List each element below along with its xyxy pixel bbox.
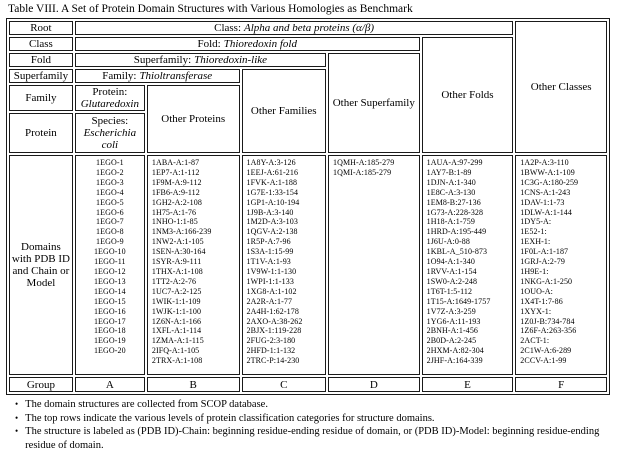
- group-b-label: B: [147, 377, 240, 392]
- superfamily-prefix: Superfamily:: [133, 54, 192, 66]
- domain-entry: 2FUG-2:3-180: [246, 336, 296, 346]
- domain-entry: 1EGO-8: [95, 227, 124, 237]
- row-domains: [9, 155, 607, 375]
- domain-entry: 1S3A-1:15-99: [246, 247, 294, 257]
- domain-entry: 2JHF-A:164-339: [426, 356, 483, 366]
- bullet-icon: •: [15, 426, 19, 436]
- domain-entry: 1BWW-A:1-109: [520, 167, 575, 177]
- domain-entry: 1EXH-1:: [520, 237, 551, 247]
- group-a-label: A: [75, 377, 145, 392]
- cell-family: [75, 69, 240, 83]
- domain-entry: 1EGO-19: [93, 336, 126, 346]
- domain-entry: 1SYR-A:9-111: [151, 257, 202, 267]
- domain-entry: 1EGO-20: [93, 346, 126, 356]
- superfamily-value: Thioredoxin-like: [194, 54, 268, 66]
- domain-entry: 2B0D-A:2-245: [426, 336, 477, 346]
- bullet-icon: •: [15, 412, 19, 423]
- cell-other-folds: Other Folds: [422, 37, 514, 153]
- cell-other-superfamily: Other Superfamily: [328, 53, 420, 153]
- domain-entry: 2A4H-1:62-178: [246, 306, 299, 316]
- domain-entry: 1XG8-A:1-102: [246, 286, 297, 296]
- domain-list-group-e: [422, 155, 514, 375]
- domain-entry: 1FB6-A:9-112: [151, 187, 200, 197]
- row-root: [9, 21, 607, 35]
- domain-entry: 1O94-A:1-340: [426, 257, 475, 267]
- domain-entry: 1DAV-1:1-73: [520, 197, 565, 207]
- cell-class: [75, 21, 513, 35]
- domain-entry: 1EGO-5: [95, 197, 124, 207]
- cell-other-classes: Other Classes: [515, 21, 607, 153]
- domain-entry: 2HXM-A:82-304: [426, 346, 484, 356]
- domain-entry: 1EGO-15: [93, 296, 126, 306]
- domain-entry: 1EM8-B:27-136: [426, 197, 481, 207]
- domain-list-group-f: [515, 155, 607, 375]
- domain-entry: 1XYX-1:: [520, 306, 552, 316]
- row-label-protein: Protein: [9, 113, 73, 153]
- domain-entry: 1M2D-A:3-103: [246, 217, 298, 227]
- domain-entry: 1T1V-A:1-93: [246, 257, 291, 267]
- domain-entry: 1YG6-A:11-193: [426, 316, 481, 326]
- cell-species: [75, 113, 145, 153]
- row-label-class: Class: [9, 37, 73, 51]
- domain-entry: 1G73-A:228-328: [426, 207, 484, 217]
- domain-entry: 1Z6F-A:263-356: [520, 326, 577, 336]
- domain-entry: 1EGO-6: [95, 207, 124, 217]
- domain-entry: 1EP7-A:1-112: [151, 167, 200, 177]
- domain-entry: 1EGO-9: [95, 237, 124, 247]
- domain-entry: 1EGO-4: [95, 187, 124, 197]
- domain-entry: 1J6U-A:0-88: [426, 237, 470, 247]
- domain-entry: 1EGO-10: [93, 247, 126, 257]
- species-value: Escherichia coli: [83, 127, 137, 151]
- domain-entry: 1NKG-A:1-250: [520, 276, 573, 286]
- footnote-scop: [6, 398, 614, 412]
- domain-entry: 1V7Z-A:3-259: [426, 306, 476, 316]
- family-prefix: Family:: [102, 70, 137, 82]
- domain-entry: 2HFD-1:1-132: [246, 346, 296, 356]
- benchmark-table: [6, 18, 610, 395]
- bullet-icon: •: [15, 399, 19, 409]
- domain-entry: 1F9M-A:9-112: [151, 177, 202, 187]
- domain-entry: 1EGO-18: [93, 326, 126, 336]
- domain-entry: 2ACT-1:: [520, 336, 550, 346]
- domain-entry: 1EGO-3: [95, 177, 124, 187]
- domain-entry: 2TRC-P:14-230: [246, 356, 300, 366]
- group-d-label: D: [328, 377, 420, 392]
- domain-entry: 1HRD-A:195-449: [426, 227, 487, 237]
- footnotes: [6, 398, 614, 452]
- footnote-text: The domain structures are collected from SCOP database.: [25, 399, 268, 410]
- cell-protein: [75, 85, 145, 111]
- domain-entry: 1DJN-A:1-340: [426, 177, 476, 187]
- class-value: Alpha and beta proteins (α/β): [244, 22, 375, 34]
- cell-superfamily: [75, 53, 326, 67]
- fold-value: Thioredoxin fold: [223, 38, 297, 50]
- fold-prefix: Fold:: [197, 38, 221, 50]
- domain-entry: 1EGO-13: [93, 276, 126, 286]
- domain-entry: 1EGO-2: [95, 167, 124, 177]
- domain-entry: 2AXO-A:38-262: [246, 316, 303, 326]
- row-label-family: Family: [9, 85, 73, 111]
- species-prefix: Species:: [91, 115, 129, 127]
- domain-entry: 1V9W-1:1-130: [246, 266, 297, 276]
- domain-entry: 1GRJ-A:2-79: [520, 257, 565, 267]
- domain-entry: 1SEN-A:30-164: [151, 247, 206, 257]
- domain-entry: 1TT2-A:2-76: [151, 276, 197, 286]
- domain-entry: 1NM3-A:166-239: [151, 227, 212, 237]
- domain-entry: 1UC7-A:2-125: [151, 286, 202, 296]
- domain-entry: 1ZMA-A:1-115: [151, 336, 204, 346]
- domain-entry: 1EGO-16: [93, 306, 126, 316]
- domain-entry: 1NW2-A:1-105: [151, 237, 204, 247]
- domain-entry: 1GH2-A:2-108: [151, 197, 202, 207]
- domain-entry: 1GP1-A:10-194: [246, 197, 300, 207]
- domain-entry: 1WPI-1:1-133: [246, 276, 294, 286]
- domain-entry: 1T6T-1:5-112: [426, 286, 473, 296]
- group-c-label: C: [242, 377, 326, 392]
- domain-entry: 1THX-A:1-108: [151, 266, 203, 276]
- domain-list-group-c: [242, 155, 326, 375]
- domain-entry: 1X4T-1:7-86: [520, 296, 563, 306]
- domain-entry: 1Z0J-B:734-784: [520, 316, 575, 326]
- cell-other-families: Other Families: [242, 69, 326, 153]
- domain-entry: 2CCV-A:1-99: [520, 356, 567, 366]
- domain-entry: 1EGO-11: [94, 257, 126, 267]
- domain-entry: 1H18-A:1-759: [426, 217, 475, 227]
- domain-entry: 1F0L-A:1-187: [520, 247, 569, 257]
- domain-entry: 1QMI-A:185-279: [332, 167, 392, 177]
- family-value: Thioltransferase: [139, 70, 213, 82]
- domain-entry: 1EGO-1: [95, 158, 124, 167]
- cell-other-proteins: Other Proteins: [147, 85, 240, 153]
- protein-prefix: Protein:: [92, 86, 128, 98]
- domain-list-group-d: [328, 155, 420, 375]
- domain-entry: 1CNS-A:1-243: [520, 187, 571, 197]
- domain-entry: 1E8C-A:3-130: [426, 187, 476, 197]
- domain-entry: 1T15-A:1649-1757: [426, 296, 491, 306]
- domain-entry: 2C1W-A:6-289: [520, 346, 572, 356]
- group-e-label: E: [422, 377, 514, 392]
- domain-entry: 1RVV-A:1-154: [426, 266, 477, 276]
- domain-entry: 1E52-1:: [520, 227, 547, 237]
- domain-entry: 1DLW-A:1-144: [520, 207, 573, 217]
- domain-list-group-b: [147, 155, 240, 375]
- domain-list-group-a: [75, 155, 145, 375]
- domain-entry: 1EGO-14: [93, 286, 126, 296]
- domain-entry: 1FVK-A:1-188: [246, 177, 298, 187]
- domain-entry: 1EGO-17: [93, 316, 126, 326]
- domain-entry: 1Z6N-A:1-166: [151, 316, 202, 326]
- domain-entry: 1G7E-1:33-154: [246, 187, 299, 197]
- domain-entry: 2IFQ-A:1-105: [151, 346, 200, 356]
- domain-entry: 1KBL-A_510-873: [426, 247, 488, 257]
- row-group: [9, 377, 607, 392]
- domain-entry: 1A2P-A:3-110: [520, 158, 569, 167]
- row-label-superfamily: Superfamily: [9, 69, 73, 83]
- domain-entry: 1QMH-A:185-279: [332, 158, 395, 167]
- domain-entry: 1NHO-1:1-85: [151, 217, 198, 227]
- domain-entry: 1WJK-1:1-100: [151, 306, 202, 316]
- domain-entry: 1SW0-A:2-248: [426, 276, 478, 286]
- row-label-fold: Fold: [9, 53, 73, 67]
- row-label-root: Root: [9, 21, 73, 35]
- group-f-label: F: [515, 377, 607, 392]
- class-prefix: Class:: [214, 22, 242, 34]
- row-label-group: Group: [9, 377, 73, 392]
- domain-entry: 1H9E-1:: [520, 266, 549, 276]
- domain-entry: 2BJX-1:119-228: [246, 326, 302, 336]
- footnote-text: The top rows indicate the various levels of protein classification categories for structure domains.: [25, 412, 435, 424]
- domain-entry: 1DY5-A:: [520, 217, 552, 227]
- domain-entry: 1ABA-A:1-87: [151, 158, 200, 167]
- domain-entry: 1WIK-1:1-109: [151, 296, 201, 306]
- domain-entry: 2TRX-A:1-108: [151, 356, 203, 366]
- footnote-top-rows: [6, 412, 614, 426]
- cell-fold: [75, 37, 420, 51]
- footnote-labeling: [6, 425, 614, 452]
- footnote-text: The structure is labeled as (PDB ID)-Chain: beginning residue-ending residue of domain, or (PDB ID)-Model: beginning residue-ending residue of domain.: [25, 426, 600, 451]
- domain-entry: 1AY7-B:1-89: [426, 167, 472, 177]
- domain-entry: 1A8Y-A:3-126: [246, 158, 296, 167]
- domain-entry: 1QGV-A:2-138: [246, 227, 298, 237]
- domain-entry: 2BNH-A:1-456: [426, 326, 479, 336]
- domain-entry: 1R5P-A:7-96: [246, 237, 291, 247]
- protein-value: Glutaredoxin: [80, 98, 139, 110]
- domain-entry: 1OUO-A:: [520, 286, 553, 296]
- domain-entry: 1C3G-A:180-259: [520, 177, 579, 187]
- domain-entry: 1EGO-7: [95, 217, 124, 227]
- row-label-domains: Domains with PDB ID and Chain or Model: [9, 155, 73, 375]
- table-title: Table VIII. A Set of Protein Domain Structures with Various Homologies as Benchmark: [8, 3, 413, 15]
- domain-entry: 1J9B-A:3-140: [246, 207, 294, 217]
- domain-entry: 1XFL-A:1-114: [151, 326, 202, 336]
- domain-entry: 2A2R-A:1-77: [246, 296, 293, 306]
- domain-entry: 1EEJ-A:61-216: [246, 167, 299, 177]
- domain-entry: 1EGO-12: [93, 266, 126, 276]
- domain-entry: 1AUA-A:97-299: [426, 158, 483, 167]
- domain-entry: 1H75-A:1-76: [151, 207, 197, 217]
